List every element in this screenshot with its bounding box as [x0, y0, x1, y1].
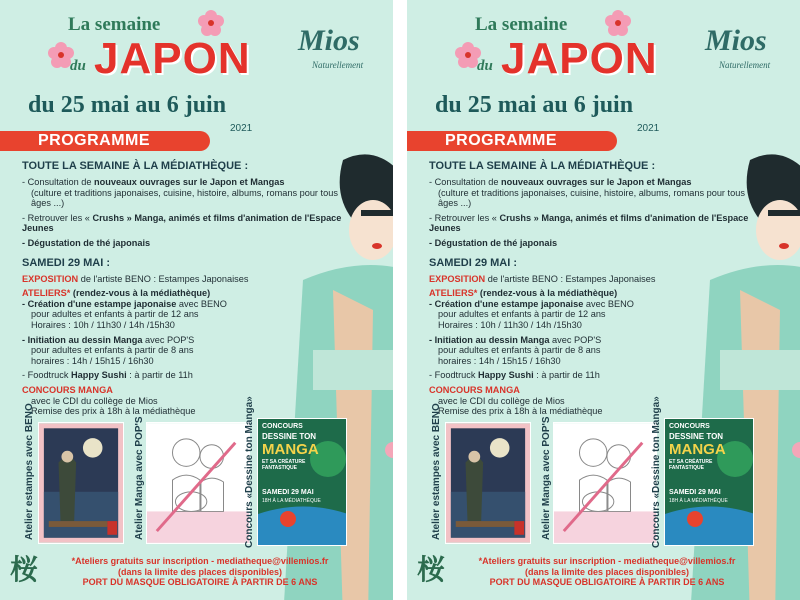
cherry-blossom-icon	[605, 10, 631, 36]
list-item: - Consultation de nouveaux ouvrages sur le Japon et Mangas (culture et traditions japonaises, cuisine, histoire, albums, romans pour tous âges ...)	[429, 177, 745, 209]
list-item: - Foodtruck Happy Sushi : à partir de 11h	[429, 370, 600, 381]
programme-text	[22, 160, 342, 417]
kanji-sakura: 桜	[10, 553, 39, 586]
banner-label: PROGRAMME	[445, 132, 558, 149]
manga-drawing-image	[146, 422, 250, 544]
mios-logo	[697, 24, 787, 74]
list-item: EXPOSITION de l'artiste BENO : Estampes Japonaises	[22, 273, 249, 284]
image-label-concours: Concours «Dessine ton Manga»	[244, 396, 255, 548]
title-dates: du 25 mai au 6 juin	[435, 92, 634, 118]
title-du: du	[70, 58, 86, 74]
title-du: du	[477, 58, 493, 74]
manga-contest-poster-image: CONCOURS DESSINE TON MANGA ET SA CRÉATURE FANTASTIQUE SAMEDI 29 MAI 18H À LA MÉDIATHÈQUE	[664, 418, 754, 546]
list-item: - Retrouver les « Crushs » Manga, animés et films d'animation de l'Espace Jeunes	[429, 212, 749, 234]
image-label-manga: Atelier Manga avec POP'S	[541, 416, 552, 540]
manga-drawing-image	[553, 422, 657, 544]
section-heading-saturday: SAMEDI 29 MAI :	[429, 256, 518, 269]
section-heading-saturday: SAMEDI 29 MAI :	[22, 256, 111, 269]
manga-contest-poster-image: CONCOURS DESSINE TON MANGA ET SA CRÉATURE FANTASTIQUE SAMEDI 29 MAI 18H À LA MÉDIATHÈQUE	[257, 418, 347, 546]
section-heading-week: TOUTE LA SEMAINE À LA MÉDIATHÈQUE :	[22, 160, 249, 172]
list-item: - Création d'une estampe japonaise avec BENO pour adultes et enfants à partir de 12 ans Horaires : 10h / 11h30 / 14h /15h30	[22, 298, 227, 330]
title-block	[28, 8, 258, 134]
estampe-artwork-image	[38, 422, 124, 544]
programme-banner	[0, 131, 210, 151]
list-item: ATELIERS* (rendez-vous à la médiathèque)	[429, 288, 618, 299]
list-item: - Initiation au dessin Manga avec POP'S pour adultes et enfants à partir de 8 ans horaires : 14h / 15h15 / 16h30	[22, 334, 195, 366]
title-la-semaine: La semaine	[68, 14, 161, 35]
estampe-artwork-image	[445, 422, 531, 544]
logo-tagline: Naturellement	[312, 60, 364, 70]
list-item: - Initiation au dessin Manga avec POP'S pour adultes et enfants à partir de 8 ans horaires : 14h / 15h15 / 16h30	[429, 334, 602, 366]
list-item: - Foodtruck Happy Sushi : à partir de 11h	[22, 370, 193, 381]
list-item: ATELIERS* (rendez-vous à la médiathèque)	[22, 288, 211, 299]
banner-label: PROGRAMME	[38, 132, 151, 149]
title-japon: JAPON	[501, 34, 658, 83]
list-item: - Consultation de nouveaux ouvrages sur le Japon et Mangas (culture et traditions japonaises, cuisine, histoire, albums, romans pour tous âges ...)	[22, 177, 338, 209]
section-heading-week: TOUTE LA SEMAINE À LA MÉDIATHÈQUE :	[429, 160, 656, 172]
title-year: 2021	[230, 123, 253, 134]
list-item: - Dégustation de thé japonais	[22, 237, 151, 248]
list-item: CONCOURS MANGA avec le CDI du collège de Mios Remise des prix à 18h à la médiathèque	[22, 384, 196, 417]
kanji-sakura: 桜	[417, 553, 446, 586]
list-item: - Dégustation de thé japonais	[429, 237, 558, 248]
title-block	[435, 8, 665, 134]
title-la-semaine: La semaine	[475, 14, 568, 35]
image-label-concours: Concours «Dessine ton Manga»	[651, 396, 662, 548]
footer-notes: *Ateliers gratuits sur inscription - mediatheque@villemios.fr (dans la limite des places disponibles) PORT DU MASQUE OBLIGATOIRE À PARTIR DE 6 ANS	[478, 556, 736, 587]
programme-text	[429, 160, 749, 417]
title-dates: du 25 mai au 6 juin	[28, 92, 227, 118]
title-japon: JAPON	[94, 34, 251, 83]
logo-name: Mios	[298, 24, 360, 57]
programme-banner	[407, 131, 617, 151]
mios-logo	[290, 24, 380, 74]
logo-name: Mios	[705, 24, 767, 57]
title-year: 2021	[637, 123, 660, 134]
list-item: - Création d'une estampe japonaise avec BENO pour adultes et enfants à partir de 12 ans Horaires : 10h / 11h30 / 14h /15h30	[429, 298, 634, 330]
poster-left	[0, 0, 393, 600]
image-label-manga: Atelier Manga avec POP'S	[134, 416, 145, 540]
image-label-estampes: Atelier estampes avec BENO	[24, 403, 35, 540]
logo-tagline: Naturellement	[719, 60, 771, 70]
list-item: CONCOURS MANGA avec le CDI du collège de Mios Remise des prix à 18h à la médiathèque	[429, 384, 603, 417]
list-item: EXPOSITION de l'artiste BENO : Estampes Japonaises	[429, 273, 656, 284]
poster-right	[407, 0, 800, 600]
cherry-blossom-icon	[198, 10, 224, 36]
list-item: - Retrouver les « Crushs » Manga, animés et films d'animation de l'Espace Jeunes	[22, 212, 342, 234]
image-label-estampes: Atelier estampes avec BENO	[431, 403, 442, 540]
footer-notes: *Ateliers gratuits sur inscription - mediatheque@villemios.fr (dans la limite des places disponibles) PORT DU MASQUE OBLIGATOIRE À PARTIR DE 6 ANS	[71, 556, 329, 587]
